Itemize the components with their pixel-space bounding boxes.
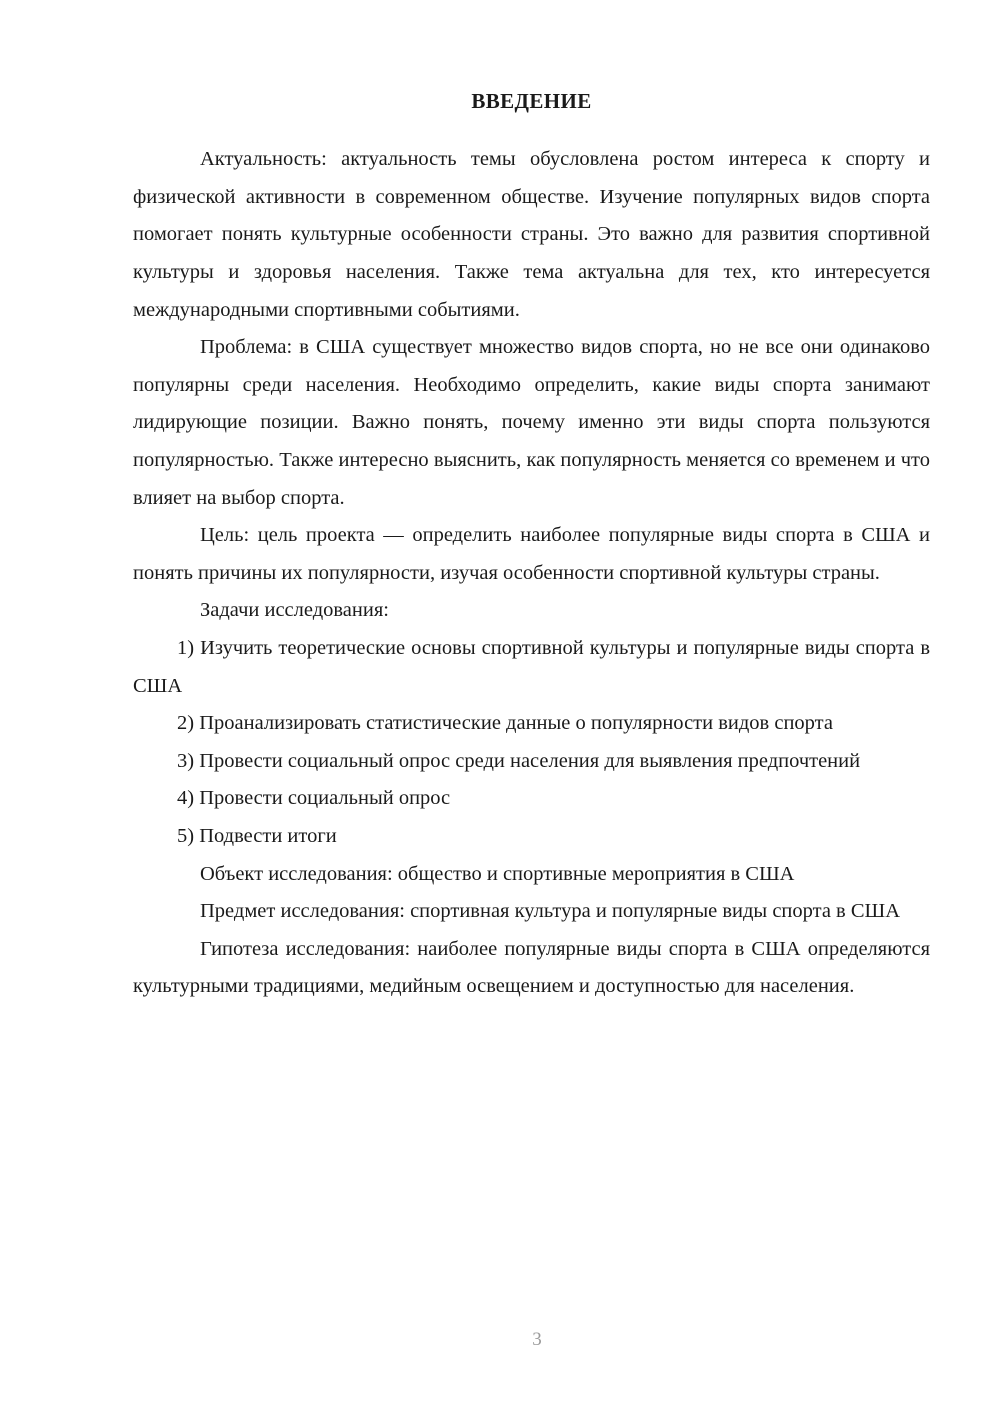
- page-title: ВВЕДЕНИЕ: [471, 89, 592, 113]
- paragraph-object: Объект исследования: общество и спортивные мероприятия в США: [200, 862, 795, 885]
- document-body: [133, 88, 930, 1006]
- paragraph-relevance: Актуальность: актуальность темы обусловлена ростом интереса к спорту и физической активности в современном обществе. Изучение популярных видов спорта помогает понять культурные особенности страны. Это важно для развития спортивной культуры и здоровья населения. Также тема актуальна для тех, кто интересуется международными спортивными событиями.: [133, 148, 930, 321]
- list-item: 2) Проанализировать статистические данные о популярности видов спорта: [177, 712, 833, 735]
- page-number: [0, 1330, 1000, 1349]
- list-item: 5) Подвести итоги: [177, 824, 337, 847]
- paragraph-problem: Проблема: в США существует множество видов спорта, но не все они одинаково популярны среди населения. Необходимо определить, какие виды спорта занимают лидирующие позиции. Важно понять, почему именно эти виды спорта пользуются популярностью. Также интересно выяснить, как популярность меняется со временем и что влияет на выбор спорта.: [133, 336, 930, 509]
- list-item: 1) Изучить теоретические основы спортивной культуры и популярные виды спорта в США: [133, 637, 930, 697]
- paragraph-hypothesis: Гипотеза исследования: наиболее популярные виды спорта в США определяются культурными традициями, медийным освещением и доступностью для населения.: [133, 937, 930, 998]
- paragraph-subject: Предмет исследования: спортивная культура и популярные виды спорта в США: [200, 900, 901, 923]
- list-item: 3) Провести социальный опрос среди населения для выявления предпочтений: [177, 749, 861, 772]
- list-item: 4) Провести социальный опрос: [177, 787, 451, 810]
- paragraph-goal: Цель: цель проекта — определить наиболее популярные виды спорта в США и понять причины их популярности, изучая особенности спортивной культуры страны.: [133, 524, 930, 584]
- page-number-value: 3: [532, 1329, 542, 1350]
- tasks-heading: Задачи исследования:: [200, 599, 389, 622]
